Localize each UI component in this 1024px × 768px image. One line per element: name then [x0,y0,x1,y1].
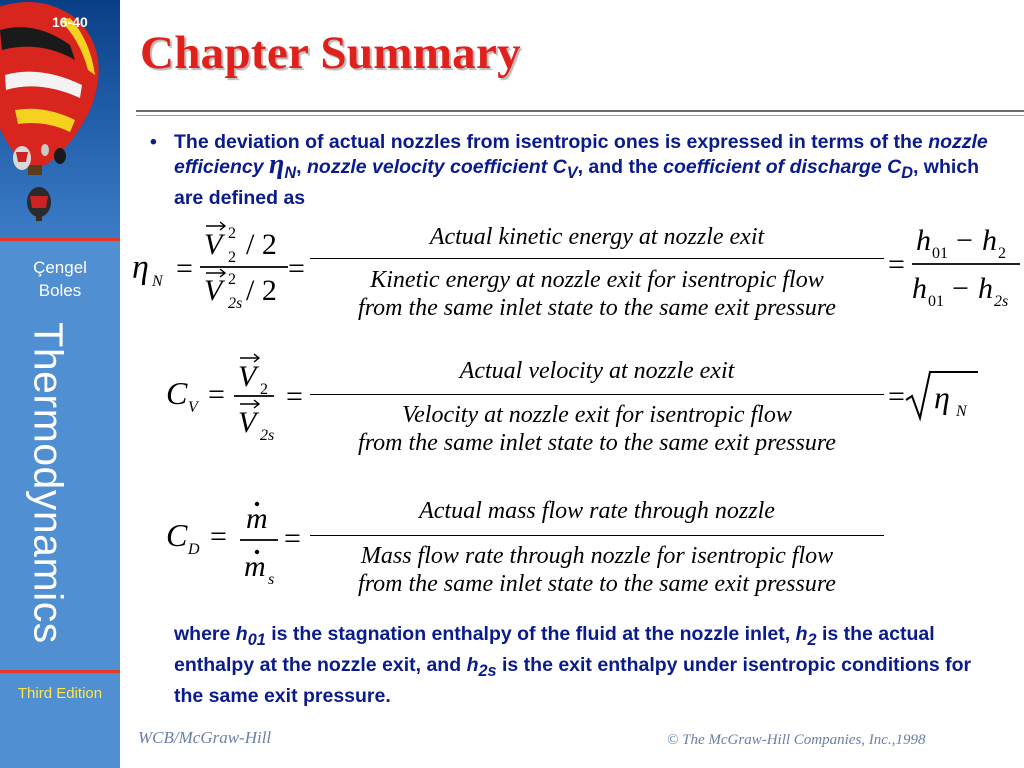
eta-formula-lhs [128,212,310,312]
slide-title: Chapter Summary [140,27,521,79]
term-nozzle-efficiency: nozzle efficiency [174,131,988,178]
svg-text:=: = [284,522,301,555]
svg-text:2s: 2s [228,295,243,312]
where-text: is the actual enthalpy at the nozzle exit, and [174,623,935,676]
svg-text:h: h [978,272,993,305]
cd-formula-lhs [162,490,312,594]
subscript-n: N [284,163,297,182]
svg-text:C: C [166,375,188,411]
cd-denominator-line-1: Mass flow rate through nozzle for isentropic flow [360,543,834,569]
bullet-text [174,130,994,211]
svg-text:N: N [152,273,163,290]
svg-text:=: = [286,380,303,413]
where-text: where [174,623,236,645]
publisher-footer: WCB/McGraw-Hill [138,728,272,747]
bullet-text-segment: , which are defined as [174,156,980,209]
svg-text:2s: 2s [260,427,275,444]
eta-numerator: Actual kinetic energy at nozzle exit [429,224,765,250]
svg-text:2: 2 [998,245,1006,262]
where-paragraph [174,622,994,709]
subscript-01: 01 [247,630,266,649]
cv-fraction-bar [310,394,884,395]
svg-text:01: 01 [928,293,944,310]
cd-fraction-bar [310,535,884,536]
svg-text:s: s [268,571,275,588]
svg-text:=: = [176,252,193,285]
svg-text:V: V [238,406,257,439]
svg-text:h: h [916,224,931,257]
svg-text:2: 2 [260,381,268,398]
svg-text:V: V [188,399,198,416]
svg-text:=: = [888,248,905,281]
svg-text:η: η [132,249,149,286]
bullet-text-segment: The deviation of actual nozzles from isentropic ones is expressed in terms of the [174,131,929,153]
cv-formula-sqrt-eta [886,366,986,426]
separator: , [296,156,307,178]
cv-numerator: Actual velocity at nozzle exit [459,358,735,384]
svg-text:h: h [912,272,927,305]
svg-text:D: D [188,541,200,558]
eta-symbol: η [269,149,285,180]
svg-text:m: m [244,550,266,583]
balloon-photo [0,0,120,238]
book-title-vertical [22,305,74,660]
eta-formula-enthalpy [886,212,1022,312]
eta-denominator-line-2: from the same inlet state to the same exit pressure [358,295,836,321]
author-cengel: Çengel [33,258,87,277]
svg-text:=: = [288,252,305,285]
slide-number: 16-40 [52,14,88,30]
svg-text:/ 2: / 2 [246,274,277,307]
separator: , and the [577,156,664,178]
svg-text:h: h [982,224,997,257]
term-velocity-coefficient: nozzle velocity coefficient C [307,156,567,178]
where-text: is the stagnation enthalpy of the fluid at the nozzle inlet, [265,623,796,645]
svg-text:−: − [952,272,969,305]
copyright-footer: © The McGraw-Hill Companies, Inc.,1998 [667,732,926,748]
symbol-h2s: h [466,653,479,676]
cv-denominator-line-1: Velocity at nozzle exit for isentropic flow [402,402,792,428]
cv-denominator-line-2: from the same inlet state to the same exit pressure [358,430,836,456]
author-boles: Boles [38,281,82,300]
svg-text:V: V [204,228,223,261]
svg-text:=: = [210,520,227,553]
cd-denominator-line-2: from the same inlet state to the same exit pressure [358,571,836,597]
cd-numerator: Actual mass flow rate through nozzle [419,498,775,524]
subscript-2: 2 [807,630,817,649]
subscript-v: V [566,163,578,182]
title-rule [136,110,1024,112]
sidebar-divider-bottom [0,670,120,673]
bullet-marker: • [150,131,157,153]
svg-text:/ 2: / 2 [246,228,277,261]
svg-text:2: 2 [228,225,236,242]
svg-text:2: 2 [228,249,236,266]
hot-air-balloon-image [0,0,120,238]
symbol-h2: h [795,623,808,645]
svg-text:η: η [934,379,950,415]
svg-text:2: 2 [228,271,236,288]
eta-denominator-line-1: Kinetic energy at nozzle exit for isentropic flow [370,267,824,293]
cv-formula-lhs [162,344,310,448]
book-title: Thermodynamics [25,321,72,644]
svg-text:C: C [166,517,188,553]
where-text: is the exit enthalpy under isentropic conditions for the same exit pressure. [174,653,972,707]
svg-text:=: = [888,380,905,413]
svg-text:01: 01 [932,245,948,262]
svg-text:N: N [956,403,967,420]
svg-text:m: m [246,502,268,535]
subscript-d: D [901,163,913,182]
svg-text:V: V [204,274,223,307]
svg-text:=: = [208,378,225,411]
sidebar-divider-top [0,238,120,241]
subscript-2s: 2s [478,661,497,680]
term-discharge-coefficient: coefficient of discharge C [663,156,902,178]
authors [0,256,120,302]
svg-text:V: V [238,360,257,393]
symbol-h01: h [235,623,248,645]
edition-label: Third Edition [17,685,103,702]
svg-text:2s: 2s [994,293,1009,310]
eta-fraction-bar [310,258,884,259]
title-rule-thin [136,115,1024,116]
svg-text:−: − [956,224,973,257]
sidebar [0,0,120,768]
